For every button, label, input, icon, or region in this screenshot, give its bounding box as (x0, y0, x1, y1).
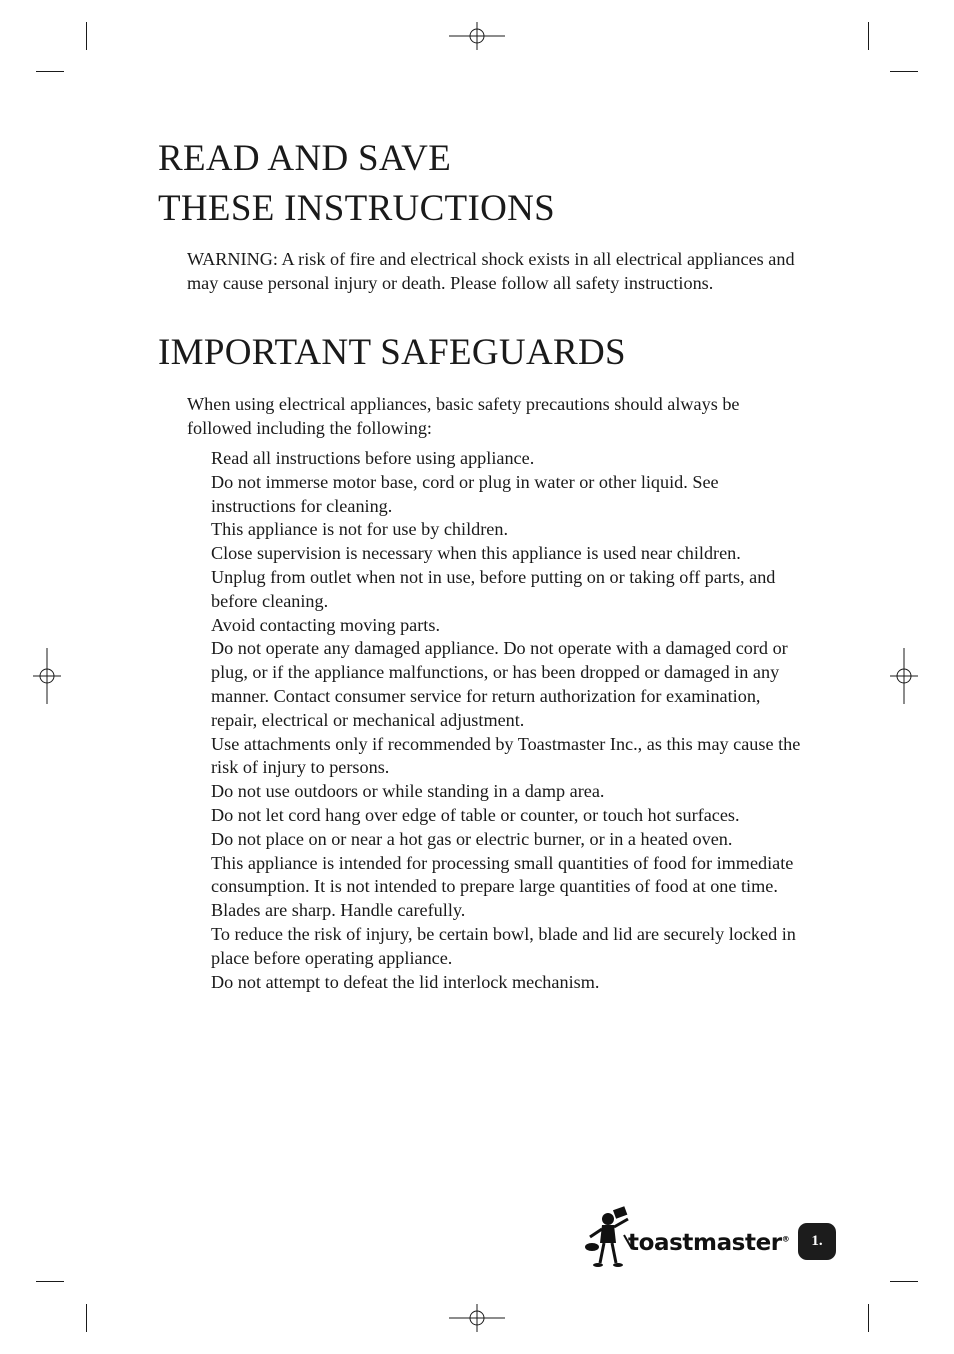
safeguard-item: Do not place on or near a hot gas or electric burner, or in a heated oven. (211, 828, 733, 849)
safeguard-item: Do not operate any damaged appliance. Do not operate with a damaged cord or plug, or if the appliance malfunctions, or has been dropped or damaged in any manner. Contact consumer service for return authorization for examination, repair, electrical or mechanical adjustment. (211, 638, 788, 730)
safeguard-item: This appliance is not for use by children. (211, 519, 508, 540)
heading-line-2: THESE INSTRUCTIONS (158, 188, 555, 229)
crop-mark-bottom-left-horizontal (36, 1281, 64, 1282)
crop-mark-top-left-vertical (86, 22, 87, 50)
crop-mark-bottom-right-vertical (868, 1304, 869, 1332)
registration-mark-bottom-icon (449, 1304, 505, 1332)
safeguard-item: Read all instructions before using appliance. (211, 448, 535, 468)
crop-mark-top-left-horizontal (36, 71, 64, 72)
safeguard-item: Close supervision is necessary when this appliance is used near children. (211, 543, 741, 564)
registration-mark-left-icon (33, 648, 61, 704)
read-save-heading (158, 134, 555, 234)
safeguards-list (211, 447, 801, 994)
safeguard-item: Use attachments only if recommended by Toastmaster Inc., as this may cause the risk of injury to persons. (211, 733, 801, 778)
registration-mark-right-icon (890, 648, 918, 704)
brand-name: toastmaster (628, 1230, 782, 1256)
page-number: 1. (811, 1233, 823, 1249)
safeguard-item: Do not attempt to defeat the lid interlock mechanism. (211, 971, 600, 992)
crop-mark-top-right-horizontal (890, 71, 918, 72)
brand-wordmark (628, 1230, 789, 1256)
safeguard-item: To reduce the risk of injury, be certain bowl, blade and lid are securely locked in place before operating appliance. (211, 923, 796, 968)
safeguard-item: Do not let cord hang over edge of table or counter, or touch hot surfaces. (211, 804, 740, 825)
warning-text: WARNING: A risk of fire and electrical shock exists in all electrical appliances and may cause personal injury or death. Please follow all safety instructions. (187, 249, 795, 293)
safeguard-item: Do not use outdoors or while standing in a damp area. (211, 781, 605, 802)
page-number-badge (798, 1223, 836, 1260)
crop-mark-top-right-vertical (868, 22, 869, 50)
registered-mark: ® (781, 1234, 790, 1244)
important-safeguards-heading: IMPORTANT SAFEGUARDS (158, 332, 626, 373)
heading-line-1: READ AND SAVE (158, 138, 452, 179)
safeguard-item: This appliance is intended for processing small quantities of food for immediate consumption. It is not intended to prepare large quantities of food at one time. (211, 852, 794, 897)
registration-mark-top-icon (449, 22, 505, 50)
safeguard-item: Avoid contacting moving parts. (211, 614, 440, 635)
intro-text: When using electrical appliances, basic safety precautions should always be followed including the following: (187, 394, 740, 438)
safeguard-item: Blades are sharp. Handle carefully. (211, 900, 466, 921)
crop-mark-bottom-right-horizontal (890, 1281, 918, 1282)
crop-mark-bottom-left-vertical (86, 1304, 87, 1332)
safeguard-item: Do not immerse motor base, cord or plug in water or other liquid. See instructions for cleaning. (211, 471, 719, 516)
safeguard-item: Unplug from outlet when not in use, before putting on or taking off parts, and before cleaning. (211, 566, 776, 611)
